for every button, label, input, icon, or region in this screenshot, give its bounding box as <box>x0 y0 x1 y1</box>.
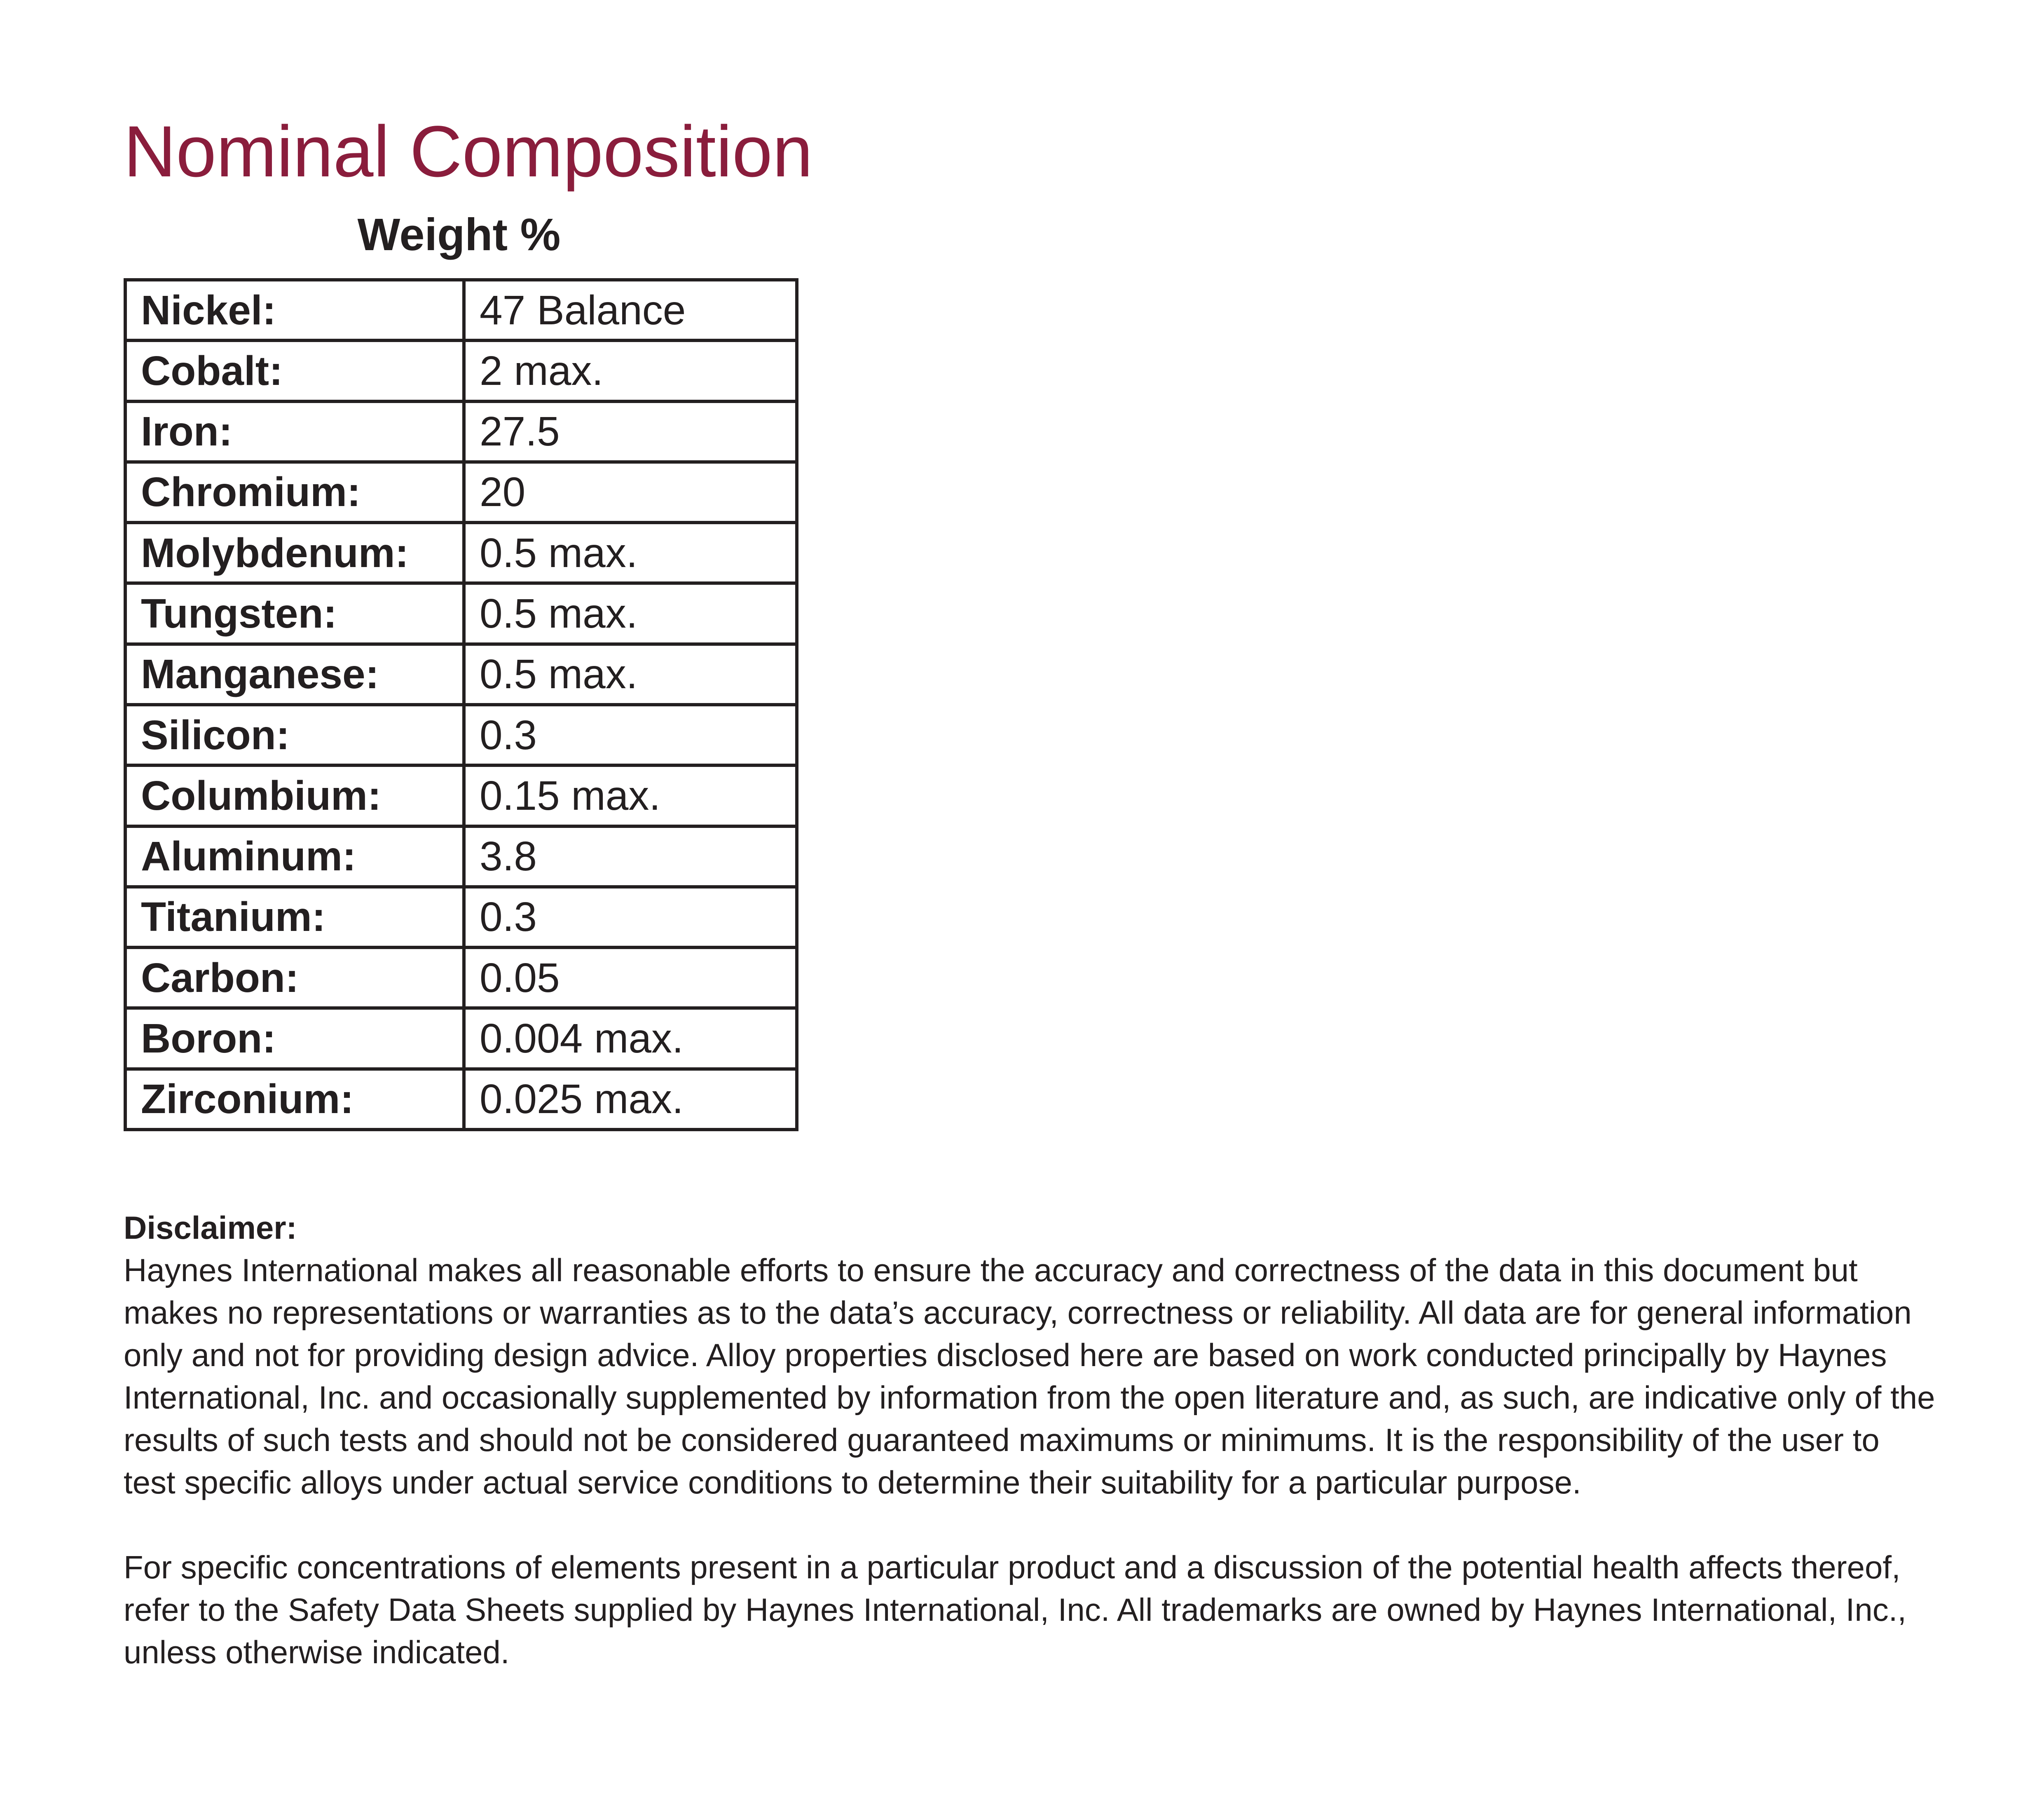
page-title: Nominal Composition <box>124 111 813 192</box>
table-row <box>125 765 797 826</box>
weight-value: 0.004 max. <box>464 1008 797 1069</box>
table-row <box>125 826 797 887</box>
weight-value: 20 <box>464 462 797 523</box>
disclaimer-label: Disclaimer: <box>124 1210 297 1246</box>
element-name: Aluminum: <box>125 826 464 887</box>
weight-value: 0.5 max. <box>464 644 797 705</box>
element-name: Columbium: <box>125 765 464 826</box>
disclaimer-section <box>124 1207 1936 1674</box>
element-name: Tungsten: <box>125 583 464 644</box>
weight-value: 0.05 <box>464 947 797 1008</box>
disclaimer-paragraph: Haynes International makes all reasonable efforts to ensure the accuracy and correctness of the data in this document but makes no representations or warranties as to the data’s accuracy, correctness or reliability. All data are for general information only and not for providing design advice. Alloy properties disclosed here are based on work conducted principally by Haynes International, Inc. and occasionally supplemented by information from the open literature and, as such, are indicative only of the results of such tests and should not be considered guaranteed maximums or minimums. It is the responsibility of the user to test specific alloys under actual service conditions to determine their suitability for a particular purpose. <box>124 1252 1935 1500</box>
element-name: Carbon: <box>125 947 464 1008</box>
weight-value: 0.5 max. <box>464 523 797 583</box>
element-name: Chromium: <box>125 462 464 523</box>
table-row <box>125 887 797 947</box>
weight-value: 2 max. <box>464 340 797 401</box>
table-row <box>125 280 797 340</box>
element-name: Zirconium: <box>125 1069 464 1130</box>
table-row <box>125 523 797 583</box>
element-name: Titanium: <box>125 887 464 947</box>
weight-value: 27.5 <box>464 401 797 462</box>
element-name: Molybdenum: <box>125 523 464 583</box>
element-name: Cobalt: <box>125 340 464 401</box>
table-row <box>125 1069 797 1130</box>
weight-value: 0.3 <box>464 705 797 765</box>
element-name: Iron: <box>125 401 464 462</box>
table-row <box>125 401 797 462</box>
table-row <box>125 340 797 401</box>
weight-value: 0.025 max. <box>464 1069 797 1130</box>
table-row <box>125 947 797 1008</box>
table-row <box>125 705 797 765</box>
weight-value: 0.15 max. <box>464 765 797 826</box>
element-name: Silicon: <box>125 705 464 765</box>
safety-notice-paragraph: For specific concentrations of elements present in a particular product and a discussion of the potential health affects thereof, refer to the Safety Data Sheets supplied by Haynes International, Inc. All trademarks are owned by Haynes International, Inc., unless otherwise indicated. <box>124 1549 1907 1670</box>
weight-value: 0.3 <box>464 887 797 947</box>
composition-table <box>124 278 798 1131</box>
table-heading: Weight % <box>357 209 561 260</box>
element-name: Nickel: <box>125 280 464 340</box>
element-name: Boron: <box>125 1008 464 1069</box>
table-row <box>125 644 797 705</box>
table-row <box>125 1008 797 1069</box>
weight-value: 3.8 <box>464 826 797 887</box>
table-row <box>125 583 797 644</box>
weight-value: 47 Balance <box>464 280 797 340</box>
table-row <box>125 462 797 523</box>
element-name: Manganese: <box>125 644 464 705</box>
weight-value: 0.5 max. <box>464 583 797 644</box>
